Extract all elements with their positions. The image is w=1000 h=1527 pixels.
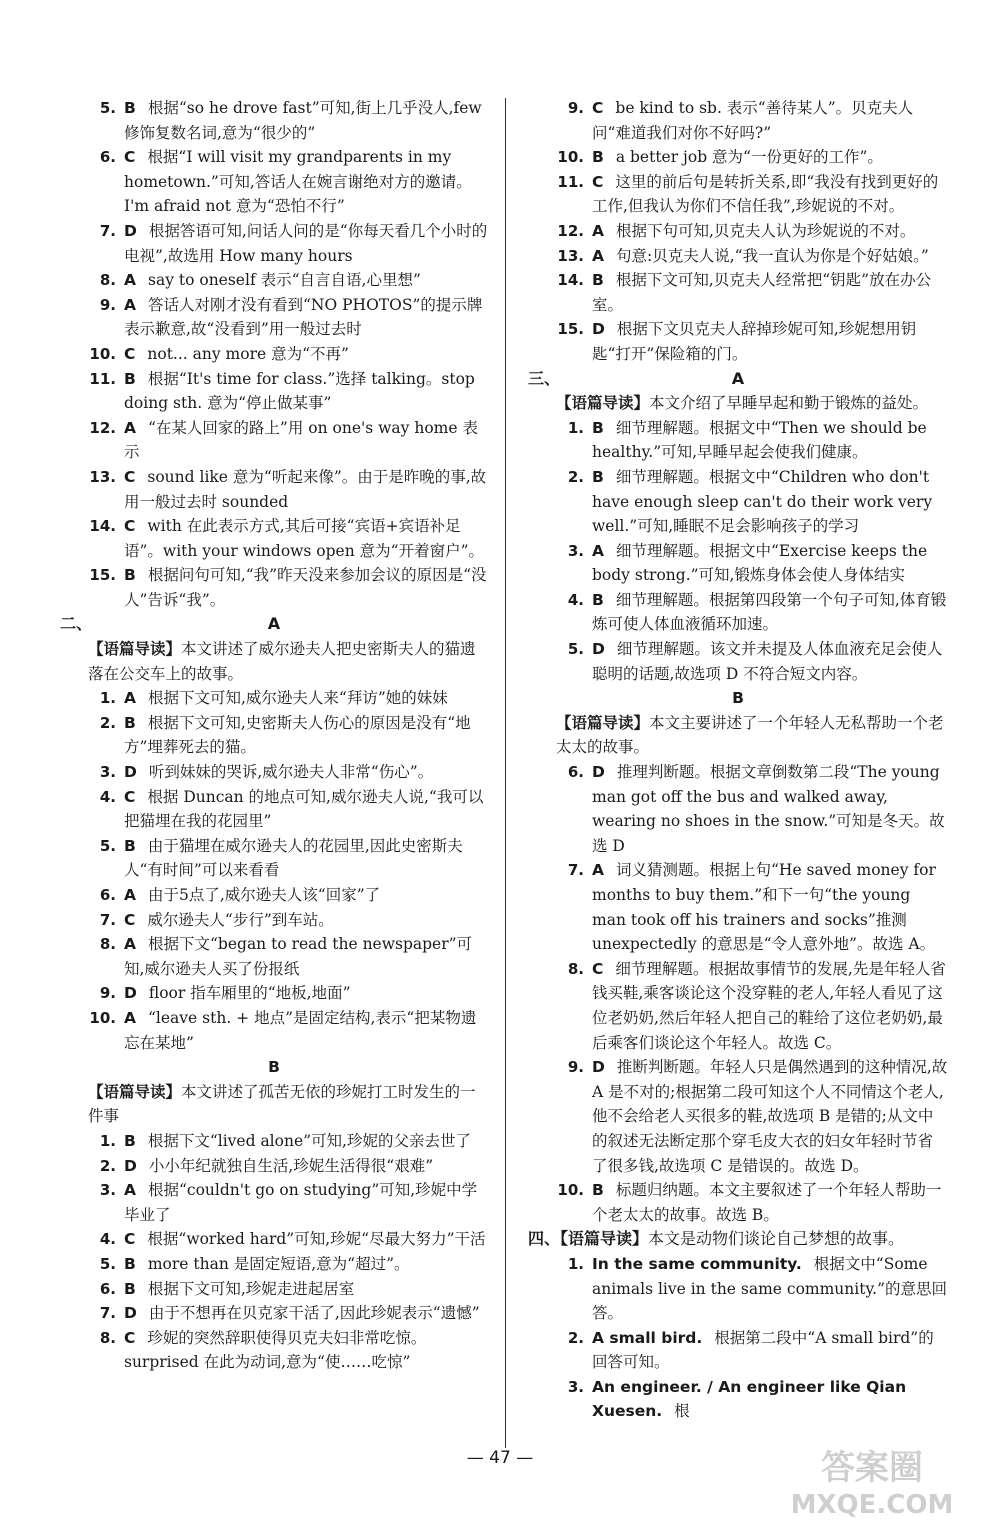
- item-number: 7.: [99, 910, 116, 929]
- item-explanation: 根据下文贝克夫人辞掉珍妮可知,珍妮想用钥匙“打开”保险箱的门。: [592, 320, 917, 363]
- item-answer: C: [124, 517, 136, 536]
- item-answer: In the same community.: [592, 1254, 802, 1273]
- item-explanation: 推断判断题。年轻人只是偶然遇到的这种情况,故 A 是不对的;根据第二段可知这个人不同情这个老人,他不会给老人买很多的鞋,故选项 B 是错的;从文中的叙述无法断定那个穿毛皮大衣的妇女年轻时节省了很多钱,故选项 C 是错误的。故选 D。: [592, 1058, 948, 1175]
- item-number: 5.: [99, 836, 116, 855]
- answer-item: [60, 834, 488, 883]
- item-explanation: 根据下句可知,贝克夫人认为珍妮说的不对。: [616, 221, 916, 240]
- answer-item: [528, 1178, 948, 1227]
- item-number: 10.: [89, 344, 116, 363]
- item-number: 7.: [567, 861, 584, 880]
- item-answer: C: [592, 959, 604, 978]
- item-explanation: 由于不想再在贝克家干活了,因此珍妮表示“遗憾”: [148, 1304, 480, 1323]
- item-explanation: 这里的前后句是转折关系,即“我没有找到更好的工作,但我认为你们不信任我”,珍妮说的不对。: [592, 172, 939, 216]
- answer-item: [60, 785, 488, 834]
- answer-item: [60, 268, 488, 293]
- answer-item: [528, 637, 948, 686]
- item-answer: C: [124, 1328, 136, 1347]
- item-answer: B: [592, 590, 604, 609]
- item-answer: B: [124, 836, 136, 855]
- item-number: 8.: [99, 271, 116, 290]
- item-answer: A: [124, 271, 136, 290]
- answer-item: [528, 858, 948, 956]
- item-explanation: a better job 意为“一份更好的工作”。: [615, 148, 883, 167]
- section-3-heading: [528, 367, 948, 392]
- right-items-c: [528, 760, 948, 1227]
- item-explanation: 答话人对刚才没有看到“NO PHOTOS”的提示牌表示歉意,故“没看到”用一般过去时: [124, 295, 483, 339]
- item-explanation: 推理判断题。根据文章倒数第二段“The young man got off the bus and walked away, wearing no shoes in the snow.”可知是冬天。故选 D: [592, 763, 945, 855]
- item-number: 10.: [89, 1008, 116, 1027]
- answer-item: [60, 711, 488, 760]
- item-explanation: 根据“It's time for class.”选择 talking。stop doing sth. 意为“停止做某事”: [124, 369, 475, 413]
- item-number: 14.: [89, 517, 116, 536]
- item-number: 10.: [557, 148, 584, 167]
- answer-item: [60, 1154, 488, 1179]
- answer-item: [60, 367, 488, 416]
- answer-item: [528, 145, 948, 170]
- answer-item: [60, 1326, 488, 1375]
- item-answer: An engineer. / An engineer like Qian Xuesen.: [592, 1377, 907, 1421]
- item-number: 6.: [99, 1279, 116, 1298]
- item-explanation: floor 指车厢里的“地板,地面”: [148, 984, 351, 1003]
- item-answer: C: [124, 344, 136, 363]
- item-number: 2.: [99, 713, 116, 732]
- item-explanation: “在某人回家的路上”用 on one's way home 表示: [124, 418, 478, 462]
- item-number: 9.: [99, 295, 116, 314]
- item-explanation: 细节理解题。根据文中“Exercise keeps the body strong.”可知,锻炼身体会使人身体结实: [592, 541, 928, 585]
- item-answer: A: [592, 221, 604, 240]
- item-number: 13.: [557, 246, 584, 265]
- item-number: 5.: [99, 1254, 116, 1273]
- section-2-passage-a: A: [267, 614, 281, 634]
- item-explanation: 小小年纪就独自生活,珍妮生活得很“艰难”: [148, 1156, 434, 1175]
- item-explanation: 细节理解题。根据第四段第一个句子可知,体育锻炼可使人体血液循环加速。: [592, 590, 947, 634]
- item-explanation: 根据“I will visit my grandparents in my hometown.”可知,答话人在婉言谢绝对方的邀请。I'm afraid not 意为“恐怕不行”: [124, 148, 472, 216]
- right-items-b: [528, 416, 948, 687]
- answer-item: [528, 760, 948, 858]
- item-answer: C: [592, 99, 604, 117]
- item-answer: D: [124, 1304, 137, 1323]
- answer-item: [528, 96, 948, 145]
- item-answer: A: [592, 541, 604, 560]
- item-explanation: be kind to sb. 表示“善待某人”。贝克夫人问“难道我们对你不好吗?”: [592, 99, 914, 142]
- item-number: 3.: [99, 763, 116, 782]
- left-column: [60, 96, 488, 1375]
- item-explanation: 根据下文可知,威尔逊夫人来“拜访”她的妹妹: [148, 689, 448, 708]
- item-explanation: 根据 Duncan 的地点可知,威尔逊夫人说,“我可以把猫埋在我的花园里”: [124, 787, 484, 831]
- item-explanation: not... any more 意为“不再”: [147, 344, 349, 363]
- item-number: 7.: [99, 221, 116, 240]
- guide-tag: 【语篇导读】: [556, 394, 650, 413]
- item-answer: C: [124, 467, 136, 486]
- item-number: 7.: [99, 1304, 116, 1323]
- item-answer: D: [124, 763, 137, 782]
- item-number: 9.: [99, 984, 116, 1003]
- page-number: — 47 —: [466, 1448, 534, 1468]
- item-explanation: 根据“so he drove fast”可知,街上几乎没人,few 修饰复数名词,意为“很少的”: [124, 99, 482, 142]
- answer-item: [60, 760, 488, 785]
- watermark-domain: MXQE.COM: [790, 1490, 954, 1520]
- left-items-b: [60, 686, 488, 1055]
- guide-3b: [528, 711, 948, 760]
- item-answer: D: [592, 1058, 605, 1077]
- item-number: 3.: [99, 1181, 116, 1200]
- item-explanation: 威尔逊夫人“步行”到车站。: [147, 910, 334, 929]
- item-answer: B: [592, 1181, 604, 1200]
- guide-2a: [60, 637, 488, 686]
- item-answer: B: [124, 1131, 136, 1150]
- answer-item: [60, 686, 488, 711]
- right-column: [528, 96, 948, 1424]
- item-explanation: sound like 意为“听起来像”。由于是昨晚的事,故用一般过去时 sounded: [124, 467, 487, 511]
- item-number: 1.: [99, 1131, 116, 1150]
- answer-item: [528, 957, 948, 1055]
- item-answer: B: [124, 1279, 136, 1298]
- item-answer: D: [124, 1156, 137, 1175]
- answer-item: [60, 416, 488, 465]
- item-number: 3.: [567, 1377, 584, 1396]
- item-explanation: 词义猜测题。根据上句“He saved money for months to buy them.”和下一句“the young man took off his trainers and socks”推测 unexpectedly 的意思是“令人意外地”。故选 A。: [592, 861, 936, 954]
- answer-item: [528, 539, 948, 588]
- guide-tag: 【语篇导读】: [556, 713, 650, 732]
- answer-item: [528, 317, 948, 366]
- item-number: 15.: [89, 566, 116, 585]
- answer-item: [60, 1277, 488, 1302]
- item-explanation: 根据下文“began to read the newspaper”可知,威尔逊夫人买了份报纸: [124, 935, 473, 978]
- item-number: 8.: [567, 959, 584, 978]
- item-number: 4.: [567, 590, 584, 609]
- item-number: 11.: [557, 172, 584, 191]
- item-answer: D: [124, 984, 137, 1003]
- item-explanation: 根据下文可知,珍妮走进起居室: [147, 1279, 355, 1298]
- answer-item: [60, 514, 488, 563]
- column-divider: [505, 98, 506, 1448]
- item-answer: B: [124, 369, 136, 388]
- item-number: 14.: [557, 271, 584, 290]
- answer-item: [528, 416, 948, 465]
- item-answer: A: [124, 418, 136, 437]
- item-number: 2.: [99, 1156, 116, 1175]
- item-number: 8.: [99, 1328, 116, 1347]
- item-answer: B: [592, 271, 604, 290]
- section-3-passage-a: A: [731, 368, 745, 388]
- answer-item: [60, 1301, 488, 1326]
- item-number: 6.: [99, 886, 116, 904]
- answer-item: [528, 170, 948, 219]
- guide-text: 本文讲述了威尔逊夫人把史密斯夫人的猫遗落在公交车上的故事。: [88, 640, 476, 683]
- section-2-heading: [60, 612, 488, 637]
- item-answer: D: [592, 763, 605, 782]
- answer-item: [60, 1227, 488, 1252]
- item-answer: D: [592, 320, 605, 339]
- answer-item: [60, 342, 488, 367]
- item-number: 10.: [557, 1181, 584, 1200]
- answer-item: [60, 908, 488, 933]
- item-answer: A small bird.: [592, 1328, 703, 1347]
- item-answer: C: [124, 148, 136, 167]
- item-answer: A: [592, 246, 604, 265]
- item-number: 9.: [567, 1058, 584, 1077]
- answer-item: [528, 1055, 948, 1178]
- item-number: 6.: [99, 148, 116, 167]
- answer-item: [528, 1252, 948, 1326]
- item-answer: C: [124, 787, 136, 806]
- item-number: 11.: [89, 369, 116, 388]
- answer-item: [60, 1252, 488, 1277]
- item-answer: A: [124, 1181, 136, 1200]
- item-explanation: 细节理解题。根据故事情节的发展,先是年轻人省钱买鞋,乘客谈论这个没穿鞋的老人,年轻人看见了这位老奶奶,然后年轻人把自己的鞋给了这位老奶奶,最后乘客们谈论这个年轻人。故选 C。: [592, 959, 946, 1052]
- answer-item: [60, 465, 488, 514]
- answer-item: [60, 1129, 488, 1154]
- item-explanation: 由于猫埋在威尔逊夫人的花园里,因此史密斯夫人“有时间”可以来看看: [124, 836, 463, 880]
- item-explanation: 珍妮的突然辞职使得贝克夫妇非常吃惊。surprised 在此为动词,意为“使……吃惊”: [124, 1328, 427, 1372]
- passage-b-heading: B: [268, 1058, 280, 1077]
- item-number: 2.: [567, 467, 584, 486]
- guide-tag: 【语篇导读】: [560, 1229, 649, 1249]
- answer-item: [528, 244, 948, 269]
- item-number: 1.: [99, 689, 116, 708]
- item-explanation: 根据问句可知,“我”昨天没来参加会议的原因是“没人”告诉“我”。: [124, 566, 487, 609]
- item-explanation: 根据下文“lived alone”可知,珍妮的父亲去世了: [147, 1131, 471, 1150]
- answer-item: [60, 981, 488, 1006]
- item-number: 12.: [557, 221, 584, 240]
- item-number: 6.: [567, 763, 584, 782]
- item-number: 5.: [567, 640, 584, 659]
- item-number: 8.: [99, 935, 116, 954]
- item-answer: A: [124, 1008, 136, 1027]
- watermark-logo: [762, 1439, 982, 1521]
- item-answer: D: [124, 221, 137, 240]
- item-answer: C: [592, 172, 604, 191]
- left-items-a: [60, 96, 488, 612]
- answer-item: [60, 1006, 488, 1055]
- guide-tag: 【语篇导读】: [88, 640, 182, 659]
- item-answer: A: [592, 861, 604, 880]
- section-2-label: 二、: [60, 614, 93, 634]
- item-number: 1.: [567, 418, 584, 437]
- guide-text: 本文是动物们谈论自己梦想的故事。: [648, 1229, 905, 1249]
- item-explanation: 细节理解题。根据文中“Then we should be healthy.”可知,早睡早起会使我们健康。: [592, 418, 927, 462]
- answer-item: [60, 563, 488, 612]
- item-number: 12.: [89, 418, 116, 437]
- answer-item: [60, 1178, 488, 1227]
- answer-item: [528, 1375, 948, 1424]
- right-items-d: [528, 1252, 948, 1424]
- item-answer: A: [124, 935, 136, 954]
- guide-text: 本文介绍了早睡早起和勤于锻炼的益处。: [649, 394, 929, 413]
- item-answer: A: [124, 689, 136, 708]
- answer-item: [528, 268, 948, 317]
- item-answer: B: [592, 148, 604, 167]
- answer-item: [60, 293, 488, 342]
- item-number: 4.: [99, 787, 116, 806]
- answer-item: [60, 883, 488, 908]
- guide-3a: [528, 391, 948, 416]
- item-number: 1.: [567, 1254, 584, 1273]
- section-4-heading: [528, 1227, 948, 1252]
- item-answer: C: [124, 910, 136, 929]
- guide-text: 本文讲述了孤苦无依的珍妮打工时发生的一件事: [88, 1082, 476, 1126]
- item-explanation: 标题归纳题。本文主要叙述了一个年轻人帮助一个老太太的故事。故选 B。: [592, 1181, 942, 1224]
- guide-2b: [60, 1080, 488, 1129]
- item-number: 15.: [557, 320, 584, 339]
- item-explanation: 细节理解题。该文并未提及人体血液充足会使人聪明的话题,故选项 D 不符合短文内容。: [592, 640, 943, 683]
- item-explanation: more than 是固定短语,意为“超过”。: [147, 1254, 410, 1273]
- answer-item: [60, 932, 488, 981]
- item-explanation: 细节理解题。根据文中“Children who don't have enough sleep can't do their work very well.”可知,睡眠不足会影响孩子的学习: [592, 467, 933, 536]
- section-3-label: 三、: [528, 368, 561, 388]
- item-explanation: with 在此表示方式,其后可接“宾语+宾语补足语”。with your windows open 意为“开着窗户”。: [124, 517, 484, 560]
- answer-item: [60, 96, 488, 145]
- item-number: 5.: [99, 99, 116, 117]
- item-explanation: 由于5点了,威尔逊夫人该“回家”了: [148, 886, 381, 904]
- item-explanation: 根据下文可知,史密斯夫人伤心的原因是没有“地方”埋葬死去的猫。: [124, 713, 471, 757]
- watermark-text: 答案圈: [821, 1448, 923, 1488]
- item-answer: A: [124, 886, 136, 904]
- item-number: 9.: [567, 99, 584, 117]
- passage-b-heading: B: [732, 689, 744, 708]
- item-number: 13.: [89, 467, 116, 486]
- item-number: 4.: [99, 1230, 116, 1249]
- item-explanation: 根据“couldn't go on studying”可知,珍妮中学毕业了: [124, 1181, 478, 1224]
- answer-item: [528, 219, 948, 244]
- item-explanation: 根据文中“Some animals live in the same community.”的意思回答。: [592, 1254, 948, 1323]
- left-items-c: [60, 1129, 488, 1375]
- answer-item: [528, 465, 948, 539]
- guide-text: 本文主要讲述了一个年轻人无私帮助一个老太太的故事。: [556, 713, 944, 757]
- item-explanation: 听到妹妹的哭诉,威尔逊夫人非常“伤心”。: [148, 763, 434, 782]
- item-answer: B: [124, 1254, 136, 1273]
- item-answer: C: [124, 1230, 136, 1249]
- guide-tag: 【语篇导读】: [88, 1082, 182, 1101]
- item-answer: D: [592, 640, 605, 659]
- answer-item: [60, 145, 488, 219]
- item-answer: B: [124, 713, 136, 732]
- answer-item: [528, 1326, 948, 1375]
- item-explanation: 根: [674, 1402, 690, 1421]
- item-answer: B: [124, 99, 136, 117]
- item-explanation: say to oneself 表示“自言自语,心里想”: [148, 271, 421, 290]
- item-answer: B: [124, 566, 136, 585]
- item-explanation: 根据答语可知,问话人问的是“你每天看几个小时的电视”,故选用 How many hours: [124, 221, 488, 265]
- answer-item: [60, 219, 488, 268]
- right-items-a: [528, 96, 948, 367]
- answer-item: [528, 588, 948, 637]
- item-explanation: 句意:贝克夫人说,“我一直认为你是个好姑娘。”: [616, 246, 929, 265]
- item-explanation: “leave sth. + 地点”是固定结构,表示“把某物遗忘在某地”: [124, 1008, 477, 1052]
- item-answer: B: [592, 467, 604, 486]
- item-number: 3.: [567, 541, 584, 560]
- item-number: 2.: [567, 1328, 584, 1347]
- item-answer: B: [592, 418, 604, 437]
- item-answer: A: [124, 295, 136, 314]
- section-4-label: 四、: [528, 1229, 561, 1249]
- item-explanation: 根据“worked hard”可知,珍妮“尽最大努力”干活: [147, 1230, 486, 1249]
- item-explanation: 根据下文可知,贝克夫人经常把“钥匙”放在办公室。: [592, 271, 932, 314]
- item-explanation: 根据第二段中“A small bird”的回答可知。: [592, 1328, 934, 1372]
